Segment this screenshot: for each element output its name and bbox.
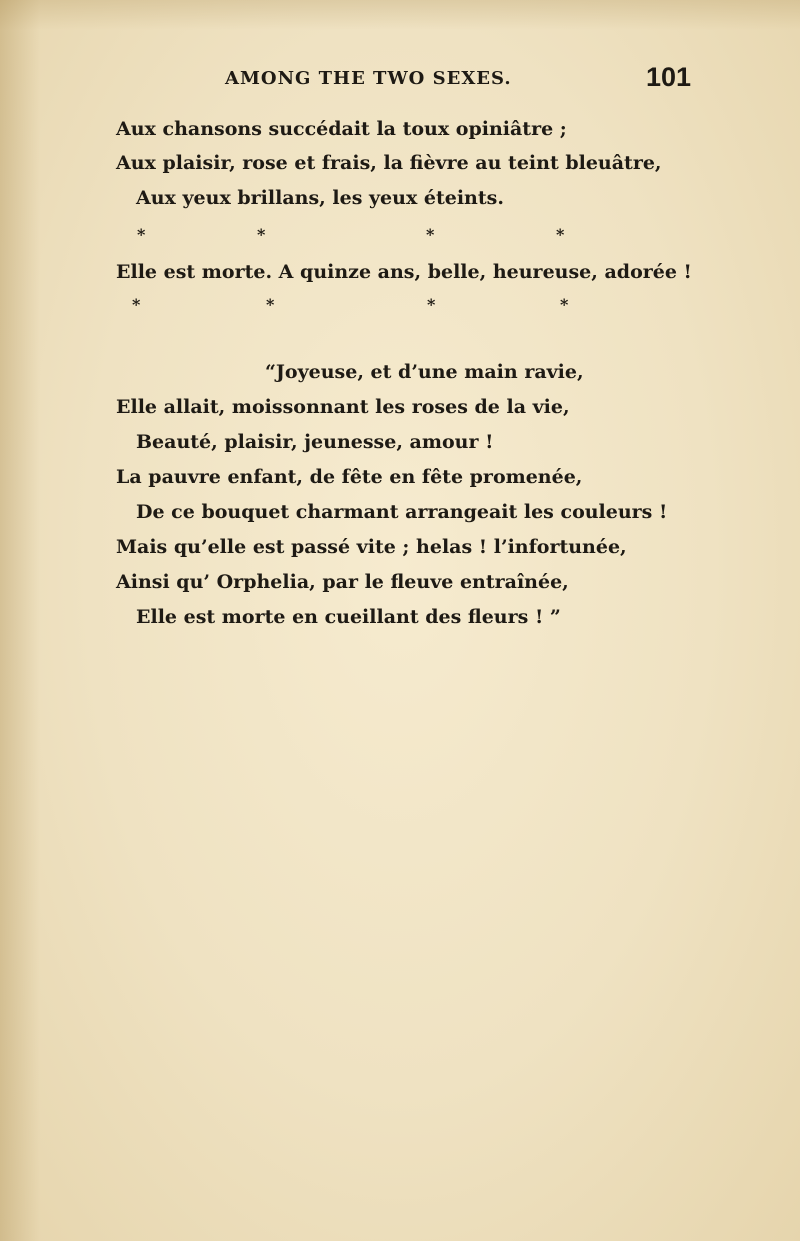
poem-line: La pauvre enfant, de fête en fête promenée, xyxy=(116,466,583,488)
separator-star: * xyxy=(426,225,435,244)
running-head: AMONG THE TWO SEXES. xyxy=(225,68,512,89)
page-number: 101 xyxy=(646,62,692,92)
poem-line: Aux chansons succédait la toux opiniâtre ; xyxy=(116,118,567,140)
poem-line: Aux yeux brillans, les yeux éteints. xyxy=(136,187,504,209)
poem-line: Elle est morte. A quinze ans, belle, heureuse, adorée ! xyxy=(116,261,692,283)
poem-line: Elle est morte en cueillant des fleurs ! ” xyxy=(136,606,561,628)
poem-line: Beauté, plaisir, jeunesse, amour ! xyxy=(136,431,494,453)
separator-star: * xyxy=(266,295,275,314)
separator-star: * xyxy=(132,295,141,314)
separator-star: * xyxy=(556,225,565,244)
separator-star: * xyxy=(560,295,569,314)
separator-star: * xyxy=(427,295,436,314)
asterism-separator xyxy=(0,297,800,315)
poem-line: Ainsi qu’ Orphelia, par le fleuve entraînée, xyxy=(116,571,569,593)
page-edge-shadow xyxy=(0,0,40,1241)
poem-line: “Joyeuse, et d’une main ravie, xyxy=(265,361,584,383)
separator-star: * xyxy=(137,225,146,244)
asterism-separator xyxy=(0,227,800,245)
poem-line: De ce bouquet charmant arrangeait les couleurs ! xyxy=(136,501,668,523)
separator-star: * xyxy=(257,225,266,244)
poem-line: Aux plaisir, rose et frais, la fièvre au teint bleuâtre, xyxy=(116,152,662,174)
page-top-shadow xyxy=(0,0,800,30)
poem-line: Mais qu’elle est passé vite ; helas ! l’infortunée, xyxy=(116,536,627,558)
poem-line: Elle allait, moissonnant les roses de la vie, xyxy=(116,396,570,418)
